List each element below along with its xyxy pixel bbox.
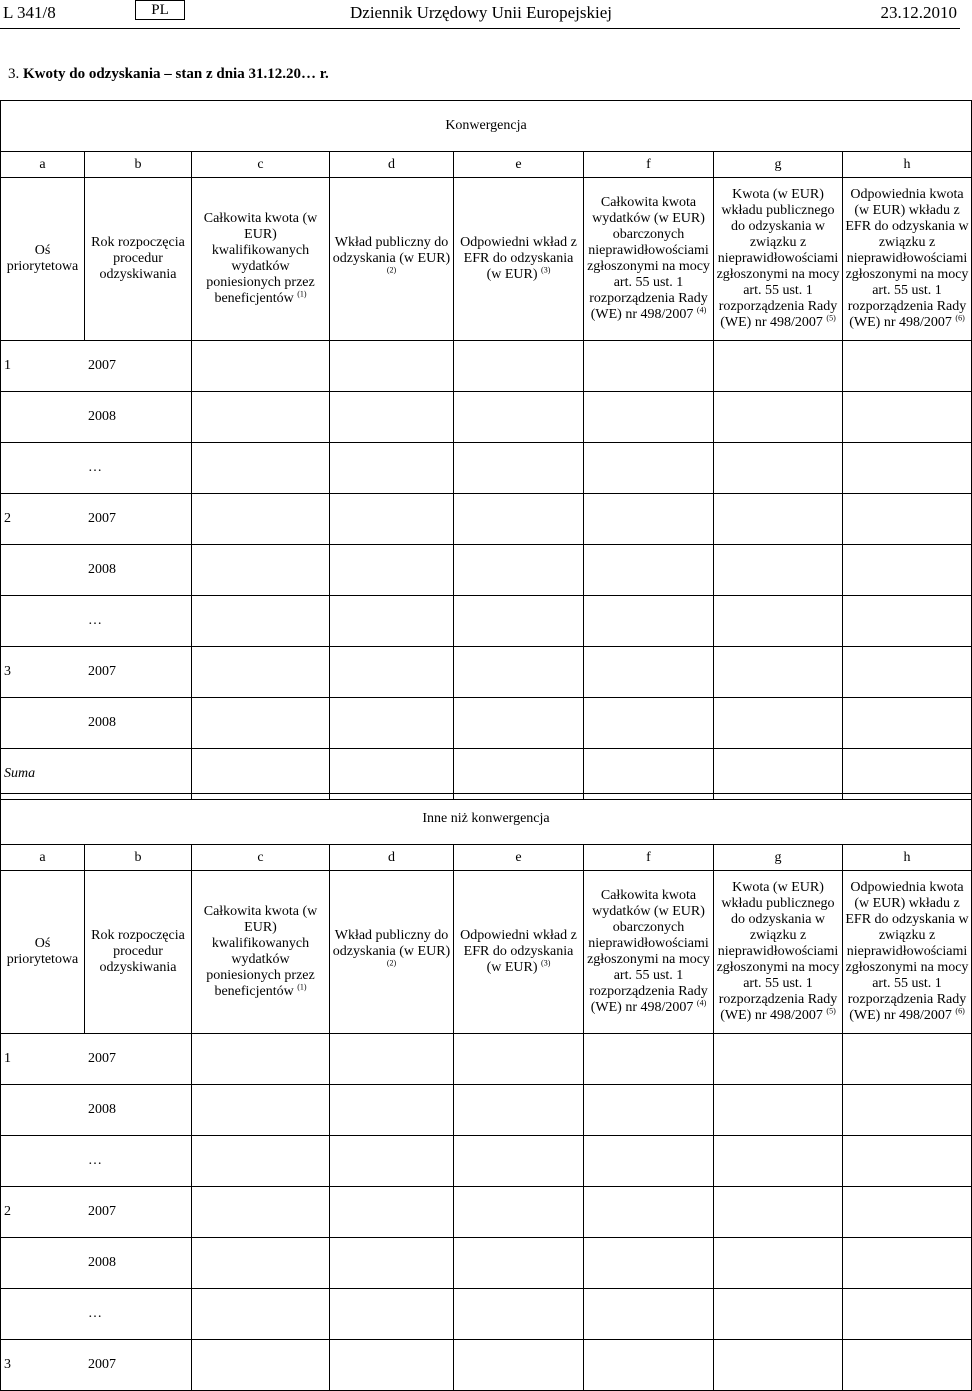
empty-cell (330, 1085, 454, 1136)
row-label (1, 1034, 192, 1085)
column-header (1, 178, 85, 341)
empty-cell (454, 1187, 584, 1238)
column-header-text: Całkowita kwota (w EUR) kwalifikowanych wydatków poniesionych przez beneficjentów (203, 211, 318, 306)
empty-cell (714, 698, 843, 749)
year-value: … (88, 460, 102, 475)
empty-cell (714, 494, 843, 545)
row-label (1, 1289, 192, 1340)
empty-cell (843, 1340, 972, 1391)
empty-cell (714, 1340, 843, 1391)
table-row (1, 443, 972, 494)
year-value: 2007 (88, 358, 116, 373)
row-label (1, 494, 192, 545)
empty-cell (714, 1238, 843, 1289)
table-row (1, 1289, 972, 1340)
year-value: 2008 (88, 1255, 116, 1270)
empty-cell (584, 1289, 714, 1340)
column-header (843, 871, 972, 1034)
empty-cell (843, 1187, 972, 1238)
empty-cell (330, 1340, 454, 1391)
empty-cell (843, 698, 972, 749)
empty-cell (330, 494, 454, 545)
row-label (1, 443, 192, 494)
table-row (1, 392, 972, 443)
empty-cell (330, 698, 454, 749)
empty-cell (192, 749, 330, 800)
column-letter: c (192, 152, 330, 178)
column-header (454, 871, 584, 1034)
column-letter: b (85, 845, 192, 871)
row-label (1, 1238, 192, 1289)
column-letter: f (584, 152, 714, 178)
year-value: 2007 (88, 1357, 116, 1372)
axis-number: 2 (4, 511, 11, 526)
column-header (584, 178, 714, 341)
empty-cell (192, 596, 330, 647)
column-header (192, 871, 330, 1034)
column-letter: a (1, 845, 85, 871)
table-row (1, 698, 972, 749)
empty-cell (192, 1238, 330, 1289)
footnote-reference: (2) (386, 265, 397, 275)
empty-cell (192, 341, 330, 392)
empty-cell (454, 1085, 584, 1136)
empty-cell (454, 443, 584, 494)
section-title: Kwoty do odzyskania – stan z dnia 31.12.20… r. (23, 66, 329, 82)
column-header-text: Rok rozpoczęcia procedur odzyskiwania (91, 235, 185, 282)
empty-cell (843, 749, 972, 800)
column-header (330, 178, 454, 341)
column-header-text: Wkład publiczny do odzyskania (w EUR) (332, 928, 451, 959)
table-row (1, 545, 972, 596)
table-row (1, 1136, 972, 1187)
empty-cell (454, 596, 584, 647)
footnote-reference: (6) (955, 313, 965, 323)
empty-cell (584, 494, 714, 545)
empty-cell (454, 545, 584, 596)
axis-number: 3 (4, 1357, 11, 1372)
header-divider (0, 28, 960, 29)
year-value: … (88, 1306, 102, 1321)
empty-cell (714, 341, 843, 392)
column-letter: d (330, 845, 454, 871)
empty-cell (584, 1136, 714, 1187)
table-row (1, 1034, 972, 1085)
empty-cell (584, 392, 714, 443)
table-row (1, 1238, 972, 1289)
column-header-text: Całkowita kwota (w EUR) kwalifikowanych wydatków poniesionych przez beneficjentów (203, 904, 318, 999)
empty-cell (330, 749, 454, 800)
recovery-table-2 (0, 793, 972, 1391)
empty-cell (192, 1340, 330, 1391)
publication-date: 23.12.2010 (880, 3, 957, 22)
empty-cell (843, 596, 972, 647)
table-section-title: Inne niż konwergencja (1, 794, 972, 845)
footnote-reference: (1) (297, 289, 307, 299)
column-header (1, 871, 85, 1034)
axis-number: 3 (4, 664, 11, 679)
column-header-text: Całkowita kwota wydatków (w EUR) obarczonych nieprawidłowościami zgłoszonymi na mocy art. 55 ust. 1 rozporządzenia Rady (WE) nr 498/2007 (587, 195, 710, 322)
empty-cell (330, 1238, 454, 1289)
empty-cell (584, 596, 714, 647)
table-section-title: Konwergencja (1, 101, 972, 152)
row-label (1, 1136, 192, 1187)
year-value: … (88, 613, 102, 628)
empty-cell (584, 1034, 714, 1085)
year-value: 2007 (88, 1204, 116, 1219)
empty-cell (330, 341, 454, 392)
row-label (1, 341, 192, 392)
empty-cell (843, 1238, 972, 1289)
empty-cell (330, 1136, 454, 1187)
footnote-reference: (2) (386, 958, 397, 968)
column-letter: c (192, 845, 330, 871)
column-header (714, 178, 843, 341)
footnote-reference: (3) (541, 958, 551, 968)
empty-cell (714, 392, 843, 443)
empty-cell (454, 1340, 584, 1391)
page-header (0, 0, 960, 30)
empty-cell (584, 1187, 714, 1238)
empty-cell (192, 1187, 330, 1238)
row-label (1, 392, 192, 443)
empty-cell (714, 749, 843, 800)
column-header-text: Kwota (w EUR) wkładu publicznego do odzyskania w związku z nieprawidłowościami zgłoszonymi na mocy art. 55 ust. 1 rozporządzenia Rady (WE) nr 498/2007 (716, 880, 840, 1023)
section-number: 3. (8, 66, 20, 82)
empty-cell (330, 1289, 454, 1340)
column-header-text: Rok rozpoczęcia procedur odzyskiwania (91, 928, 185, 975)
empty-cell (843, 443, 972, 494)
empty-cell (454, 698, 584, 749)
column-header (584, 871, 714, 1034)
column-header-text: Wkład publiczny do odzyskania (w EUR) (332, 235, 451, 266)
year-value: 2007 (88, 511, 116, 526)
column-header (843, 178, 972, 341)
empty-cell (843, 1136, 972, 1187)
footnote-reference: (4) (696, 998, 707, 1008)
year-value: 2008 (88, 562, 116, 577)
empty-cell (714, 1187, 843, 1238)
year-value: 2008 (88, 715, 116, 730)
table-row (1, 596, 972, 647)
year-value: … (88, 1153, 102, 1168)
empty-cell (584, 545, 714, 596)
empty-cell (843, 1289, 972, 1340)
column-header (85, 178, 192, 341)
empty-cell (843, 545, 972, 596)
column-header-text: Odpowiednia kwota (w EUR) wkładu z EFR do odzyskania w związku z nieprawidłowościami zgłoszonymi na mocy art. 55 ust. 1 rozporządzenia Rady (WE) nr 498/2007 (845, 880, 969, 1023)
empty-cell (454, 1034, 584, 1085)
empty-cell (454, 392, 584, 443)
row-label (1, 1340, 192, 1391)
footnote-reference: (6) (955, 1006, 965, 1016)
empty-cell (584, 647, 714, 698)
column-header (85, 871, 192, 1034)
row-label (1, 545, 192, 596)
empty-cell (843, 1085, 972, 1136)
column-header-text: Odpowiedni wkład z EFR do odzyskania (w EUR) (460, 235, 577, 282)
empty-cell (192, 1289, 330, 1340)
empty-cell (714, 443, 843, 494)
footnote-reference: (3) (541, 265, 551, 275)
empty-cell (330, 545, 454, 596)
row-label (1, 596, 192, 647)
empty-cell (714, 1034, 843, 1085)
total-label: Suma (1, 749, 192, 800)
empty-cell (584, 1085, 714, 1136)
empty-cell (454, 749, 584, 800)
empty-cell (584, 443, 714, 494)
column-letter: a (1, 152, 85, 178)
empty-cell (584, 341, 714, 392)
empty-cell (714, 545, 843, 596)
empty-cell (454, 1289, 584, 1340)
empty-cell (454, 1136, 584, 1187)
column-letter: e (454, 152, 584, 178)
table-row (1, 341, 972, 392)
footnote-reference: (5) (826, 313, 836, 323)
table-row (1, 494, 972, 545)
column-header (454, 178, 584, 341)
empty-cell (192, 647, 330, 698)
footnote-reference: (4) (696, 305, 707, 315)
year-value: 2008 (88, 1102, 116, 1117)
year-value: 2007 (88, 1051, 116, 1066)
empty-cell (584, 698, 714, 749)
section-heading (8, 66, 329, 83)
empty-cell (584, 1238, 714, 1289)
empty-cell (843, 392, 972, 443)
page-reference: L 341/8 (3, 3, 56, 22)
table-row (1, 647, 972, 698)
footnote-reference: (1) (297, 982, 307, 992)
axis-number: 1 (4, 358, 11, 373)
column-header-text: Odpowiedni wkład z EFR do odzyskania (w EUR) (460, 928, 577, 975)
row-label (1, 1085, 192, 1136)
empty-cell (330, 1187, 454, 1238)
empty-cell (330, 1034, 454, 1085)
empty-cell (454, 494, 584, 545)
year-value: 2007 (88, 664, 116, 679)
column-header (330, 871, 454, 1034)
empty-cell (192, 1034, 330, 1085)
empty-cell (714, 1289, 843, 1340)
empty-cell (843, 494, 972, 545)
empty-cell (192, 1136, 330, 1187)
table-row (1, 1085, 972, 1136)
table-row (1, 1340, 972, 1391)
column-letter: d (330, 152, 454, 178)
column-header-text: Kwota (w EUR) wkładu publicznego do odzyskania w związku z nieprawidłowościami zgłoszonymi na mocy art. 55 ust. 1 rozporządzenia Rady (WE) nr 498/2007 (716, 187, 840, 330)
journal-title: Dziennik Urzędowy Unii Europejskiej (350, 3, 613, 22)
column-letter: b (85, 152, 192, 178)
empty-cell (192, 698, 330, 749)
column-letter: h (843, 152, 972, 178)
empty-cell (330, 392, 454, 443)
empty-cell (584, 749, 714, 800)
empty-cell (192, 494, 330, 545)
empty-cell (584, 1340, 714, 1391)
empty-cell (714, 1085, 843, 1136)
empty-cell (454, 647, 584, 698)
row-label (1, 647, 192, 698)
column-header-text: Całkowita kwota wydatków (w EUR) obarczonych nieprawidłowościami zgłoszonymi na mocy art. 55 ust. 1 rozporządzenia Rady (WE) nr 498/2007 (587, 888, 710, 1015)
row-label (1, 698, 192, 749)
column-letter: e (454, 845, 584, 871)
column-header-text: Oś priorytetowa (6, 936, 79, 967)
empty-cell (714, 1136, 843, 1187)
empty-cell (843, 1034, 972, 1085)
table-row (1, 1187, 972, 1238)
column-letter: f (584, 845, 714, 871)
column-letter: g (714, 845, 843, 871)
footnote-reference: (5) (826, 1006, 836, 1016)
total-row (1, 749, 972, 800)
empty-cell (192, 1085, 330, 1136)
recovery-table-1 (0, 100, 972, 800)
axis-number: 1 (4, 1051, 11, 1066)
column-letter: h (843, 845, 972, 871)
empty-cell (843, 341, 972, 392)
empty-cell (843, 647, 972, 698)
column-header-text: Oś priorytetowa (6, 243, 79, 274)
empty-cell (714, 596, 843, 647)
empty-cell (192, 545, 330, 596)
column-header (192, 178, 330, 341)
empty-cell (330, 443, 454, 494)
row-label (1, 1187, 192, 1238)
language-code-box: PL (135, 0, 185, 20)
empty-cell (192, 392, 330, 443)
year-value: 2008 (88, 409, 116, 424)
empty-cell (714, 647, 843, 698)
column-header (714, 871, 843, 1034)
empty-cell (330, 596, 454, 647)
column-header-text: Odpowiednia kwota (w EUR) wkładu z EFR do odzyskania w związku z nieprawidłowościami zgłoszonymi na mocy art. 55 ust. 1 rozporządzenia Rady (WE) nr 498/2007 (845, 187, 969, 330)
empty-cell (454, 341, 584, 392)
empty-cell (330, 647, 454, 698)
column-letter: g (714, 152, 843, 178)
axis-number: 2 (4, 1204, 11, 1219)
empty-cell (454, 1238, 584, 1289)
empty-cell (192, 443, 330, 494)
